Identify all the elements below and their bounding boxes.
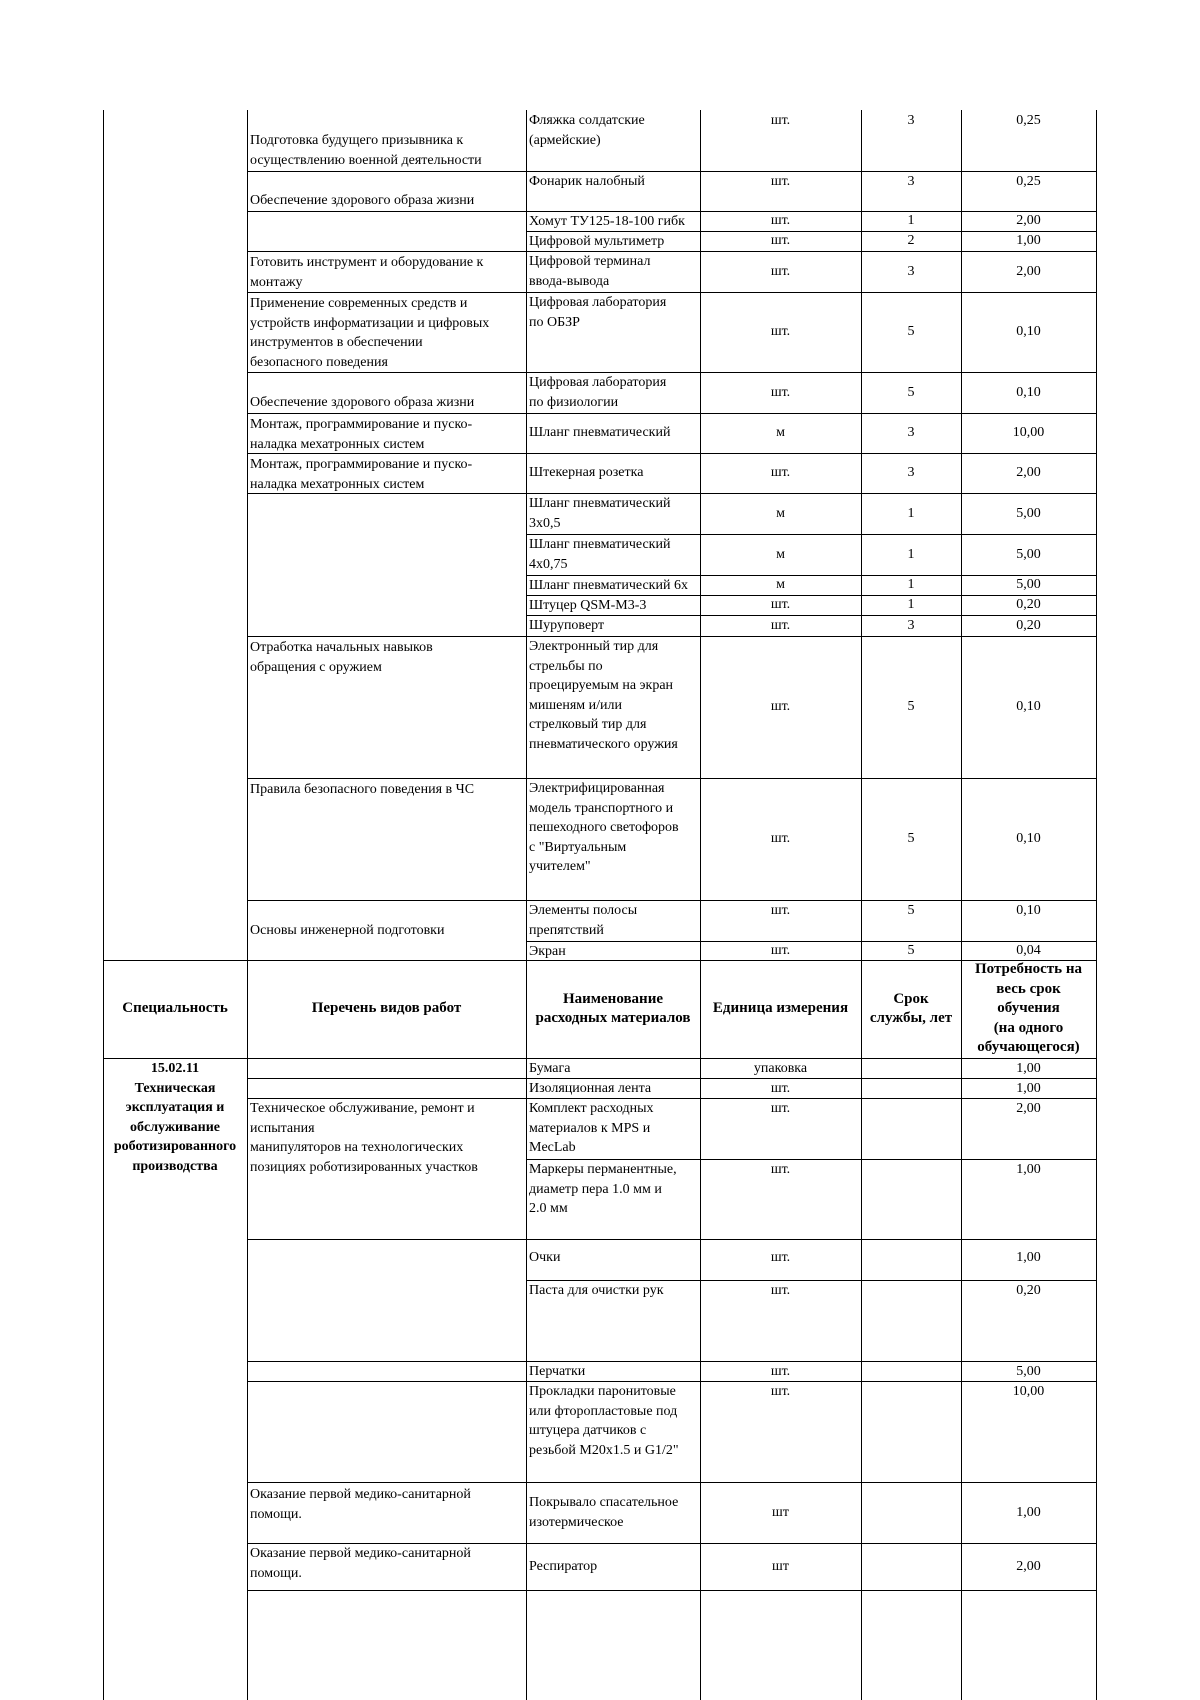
row-line	[247, 171, 1096, 172]
unit-cell: шт.	[770, 174, 791, 189]
table-bottom-line	[247, 1590, 1096, 1591]
unit-cell: шт.	[770, 384, 791, 400]
need-cell: 5,00	[1016, 546, 1041, 562]
need-cell: 2,00	[1016, 465, 1041, 481]
material-name-cell: Покрывало спасательное изотермическое	[529, 1495, 679, 1530]
need-cell: 2,00	[1016, 1101, 1041, 1116]
material-name-cell: Паста для очистки рук	[529, 1283, 664, 1298]
work-type-cell: Оказание первой медико-санитарной помощи.	[250, 1546, 471, 1581]
service-life-cell: 3	[907, 617, 915, 633]
service-life-cell: 1	[907, 505, 915, 521]
row-line	[247, 211, 1096, 212]
work-type-cell: Монтаж, программирование и пуско- наладка мехатронных систем	[250, 457, 473, 492]
material-name-cell: Фляжка солдатские (армейские)	[529, 113, 645, 148]
row-line	[247, 493, 1096, 494]
unit-cell: шт.	[770, 942, 791, 958]
need-cell: 2,00	[1016, 1558, 1041, 1574]
material-name-cell: Шланг пневматический 6х	[529, 578, 688, 593]
row-line	[247, 1078, 1096, 1079]
row-line	[526, 534, 1096, 535]
material-name-cell: Шланг пневматический 3х0,5	[529, 496, 671, 531]
need-cell: 0,20	[1016, 1283, 1041, 1298]
service-life-cell: 2	[907, 233, 915, 249]
work-type-cell: Подготовка будущего призывника к осуществлению военной деятельности	[250, 133, 482, 168]
service-life-cell: 3	[907, 425, 915, 441]
work-type-cell: Готовить инструмент и оборудование к монтажу	[250, 255, 484, 290]
row-line	[247, 1482, 1096, 1483]
row-line	[247, 453, 1096, 454]
row-line	[247, 372, 1096, 373]
work-type-cell: Монтаж, программирование и пуско- наладка мехатронных систем	[250, 417, 473, 452]
unit-cell: шт.	[770, 1081, 791, 1096]
service-life-cell: 3	[907, 113, 915, 128]
col-line-3	[861, 960, 862, 1700]
need-cell: 0,10	[1016, 903, 1041, 918]
unit-cell: шт.	[770, 831, 791, 847]
material-name-cell: Респиратор	[529, 1558, 598, 1574]
material-name-cell: Очки	[529, 1250, 561, 1265]
unit-cell: шт.	[770, 699, 791, 715]
row-line	[247, 292, 1096, 293]
col-line-5	[1096, 960, 1097, 1700]
unit-cell: шт.	[770, 1101, 791, 1116]
column-line-1	[700, 110, 701, 960]
row-line	[247, 1361, 1096, 1362]
service-life-cell: 5	[907, 903, 915, 918]
unit-cell: м	[776, 505, 785, 521]
unit-cell: шт.	[770, 263, 791, 279]
service-life-cell: 1	[907, 597, 915, 613]
material-name-cell: Шланг пневматический 4х0,75	[529, 537, 671, 572]
need-cell: 5,00	[1016, 505, 1041, 521]
row-line	[526, 615, 1096, 616]
unit-cell: шт.	[770, 1364, 791, 1379]
need-header: Потребность на весь срок обучения (на одного обучающегося)	[974, 961, 1082, 1056]
row-line	[247, 1543, 1096, 1544]
material-name-cell: Изоляционная лента	[529, 1081, 652, 1096]
need-cell: 1,00	[1016, 233, 1041, 249]
need-cell: 1,00	[1016, 1162, 1041, 1177]
work-type-cell: Основы инженерной подготовки	[250, 922, 445, 938]
need-cell: 0,10	[1016, 699, 1041, 715]
material-name-cell: Маркеры перманентные, диаметр пера 1.0 мм и 2.0 мм	[529, 1162, 677, 1216]
unit-cell: шт.	[770, 903, 791, 918]
need-cell: 2,00	[1016, 263, 1041, 279]
material-name-cell: Перчатки	[529, 1364, 586, 1379]
specialty-code-name: 15.02.11 Техническая эксплуатация и обслуживание роботизированного производства	[113, 1061, 237, 1174]
unit-cell: шт.	[770, 233, 791, 249]
unit-cell: упаковка	[753, 1061, 808, 1076]
row-line	[526, 1159, 1096, 1160]
need-cell: 0,10	[1016, 831, 1041, 847]
row-line	[526, 575, 1096, 576]
column-line-4	[1096, 110, 1097, 960]
row-line	[247, 1239, 1096, 1240]
service-life-cell: 1	[907, 213, 915, 229]
unit-cell: шт.	[770, 597, 791, 613]
row-line	[247, 778, 1096, 779]
unit-cell: шт	[772, 1504, 789, 1520]
unit-cell: шт.	[770, 465, 791, 481]
row-line	[526, 231, 1096, 232]
works-header: Перечень видов работ	[311, 1000, 462, 1017]
material-name-cell: Шуруповерт	[529, 618, 605, 633]
service-life-cell: 3	[907, 263, 915, 279]
material-name-cell: Цифровой терминал ввода-вывода	[529, 254, 651, 289]
row-line	[247, 1098, 1096, 1099]
service-life-header: Срок службы, лет	[869, 990, 953, 1026]
material-name-cell: Электронный тир для стрельбы по проецируемым на экран мишеням и/или стрелковый тир для пневматического оружия	[529, 639, 678, 752]
need-cell: 0,25	[1016, 113, 1041, 128]
service-life-cell: 5	[907, 324, 915, 340]
work-type-cell: Обеспечение здорового образа жизни	[250, 192, 475, 208]
unit-header: Единица измерения	[712, 1000, 849, 1017]
unit-cell: шт.	[770, 324, 791, 340]
need-cell: 0,20	[1016, 617, 1041, 633]
unit-cell: шт.	[770, 213, 791, 229]
material-name-cell: Прокладки паронитовые или фторопластовые под штуцера датчиков с резьбой М20х1.5 и G1/2"	[529, 1384, 679, 1458]
work-type-cell: Техническое обслуживание, ремонт и испытания манипуляторов на технологических позициях роботизированных участков	[250, 1101, 478, 1175]
unit-cell: шт.	[770, 1250, 791, 1265]
work-type-cell: Отработка начальных навыков обращения с оружием	[250, 640, 433, 675]
col-line-2	[700, 960, 701, 1700]
need-cell: 10,00	[1012, 425, 1045, 441]
service-life-cell: 3	[907, 174, 915, 189]
need-cell: 2,00	[1016, 213, 1041, 229]
left-border-line	[103, 110, 104, 1700]
service-life-cell: 1	[907, 546, 915, 562]
material-name-cell: Цифровой мультиметр	[529, 234, 665, 249]
specialty-header: Специальность	[122, 1000, 228, 1017]
need-cell: 0,04	[1016, 942, 1041, 958]
material-name-cell: Фонарик налобный	[529, 174, 645, 189]
service-life-cell: 5	[907, 831, 915, 847]
need-cell: 5,00	[1016, 577, 1041, 593]
material-name-cell: Хомут ТУ125-18-100 гибк	[529, 214, 685, 229]
col-line-1	[526, 960, 527, 1700]
need-cell: 0,10	[1016, 324, 1041, 340]
need-cell: 0,25	[1016, 174, 1041, 189]
material-name-cell: Бумага	[529, 1061, 571, 1076]
row-line	[247, 1381, 1096, 1382]
unit-cell: шт.	[770, 113, 791, 128]
need-cell: 1,00	[1016, 1061, 1041, 1076]
service-life-cell: 5	[907, 699, 915, 715]
row-line	[526, 595, 1096, 596]
row-line	[526, 941, 1096, 942]
material-name-cell: Шланг пневматический	[529, 425, 671, 441]
need-cell: 0,10	[1016, 384, 1041, 400]
work-type-cell: Обеспечение здорового образа жизни	[250, 394, 475, 410]
column-line-3	[961, 110, 962, 960]
service-life-cell: 1	[907, 577, 915, 593]
need-cell: 10,00	[1012, 1384, 1045, 1399]
row-line	[247, 413, 1096, 414]
column-line-2	[861, 110, 862, 960]
row-line	[247, 636, 1096, 637]
material-name-cell: Элементы полосы препятствий	[529, 903, 638, 938]
unit-cell: м	[776, 577, 785, 593]
unit-cell: шт.	[770, 1384, 791, 1399]
need-cell: 5,00	[1016, 1364, 1041, 1379]
work-type-cell: Применение современных средств и устройств информатизации и цифровых инструментов в обеспечении безопасного поведения	[250, 296, 490, 370]
row-line	[247, 251, 1096, 252]
material-name-cell: Штуцер QSM-M3-3	[529, 598, 647, 613]
unit-cell: м	[776, 425, 785, 441]
work-type-cell: Правила безопасного поведения в ЧС	[250, 782, 475, 797]
works-col-line	[247, 110, 248, 960]
unit-cell: шт	[772, 1558, 789, 1574]
need-cell: 1,00	[1016, 1504, 1041, 1520]
column-line-0	[526, 110, 527, 960]
need-cell: 0,20	[1016, 597, 1041, 613]
work-type-cell: Оказание первой медико-санитарной помощи.	[250, 1487, 471, 1522]
material-name-cell: Комплект расходных материалов к MPS и MecLab	[529, 1101, 654, 1155]
material-name-cell: Цифровая лаборатория по физиологии	[529, 375, 667, 410]
material-name-cell: Цифровая лаборатория по ОБЗР	[529, 295, 667, 330]
service-life-cell: 3	[907, 465, 915, 481]
col-line-0	[247, 960, 248, 1700]
unit-cell: шт.	[770, 1283, 791, 1298]
unit-cell: шт.	[770, 617, 791, 633]
unit-cell: м	[776, 546, 785, 562]
header-top-line	[103, 960, 1096, 961]
material-name-cell: Экран	[529, 944, 566, 959]
col-line-4	[961, 960, 962, 1700]
need-cell: 1,00	[1016, 1250, 1041, 1265]
material-name-cell: Штекерная розетка	[529, 465, 644, 481]
service-life-cell: 5	[907, 384, 915, 400]
unit-cell: шт.	[770, 1162, 791, 1177]
material-name-cell: Электрифицированная модель транспортного и пешеходного светофоров с "Виртуальным учителем"	[529, 781, 679, 874]
material-header: Наименование расходных материалов	[535, 990, 691, 1026]
need-cell: 1,00	[1016, 1081, 1041, 1096]
row-line	[526, 1280, 1096, 1281]
row-line	[247, 900, 1096, 901]
service-life-cell: 5	[907, 942, 915, 958]
